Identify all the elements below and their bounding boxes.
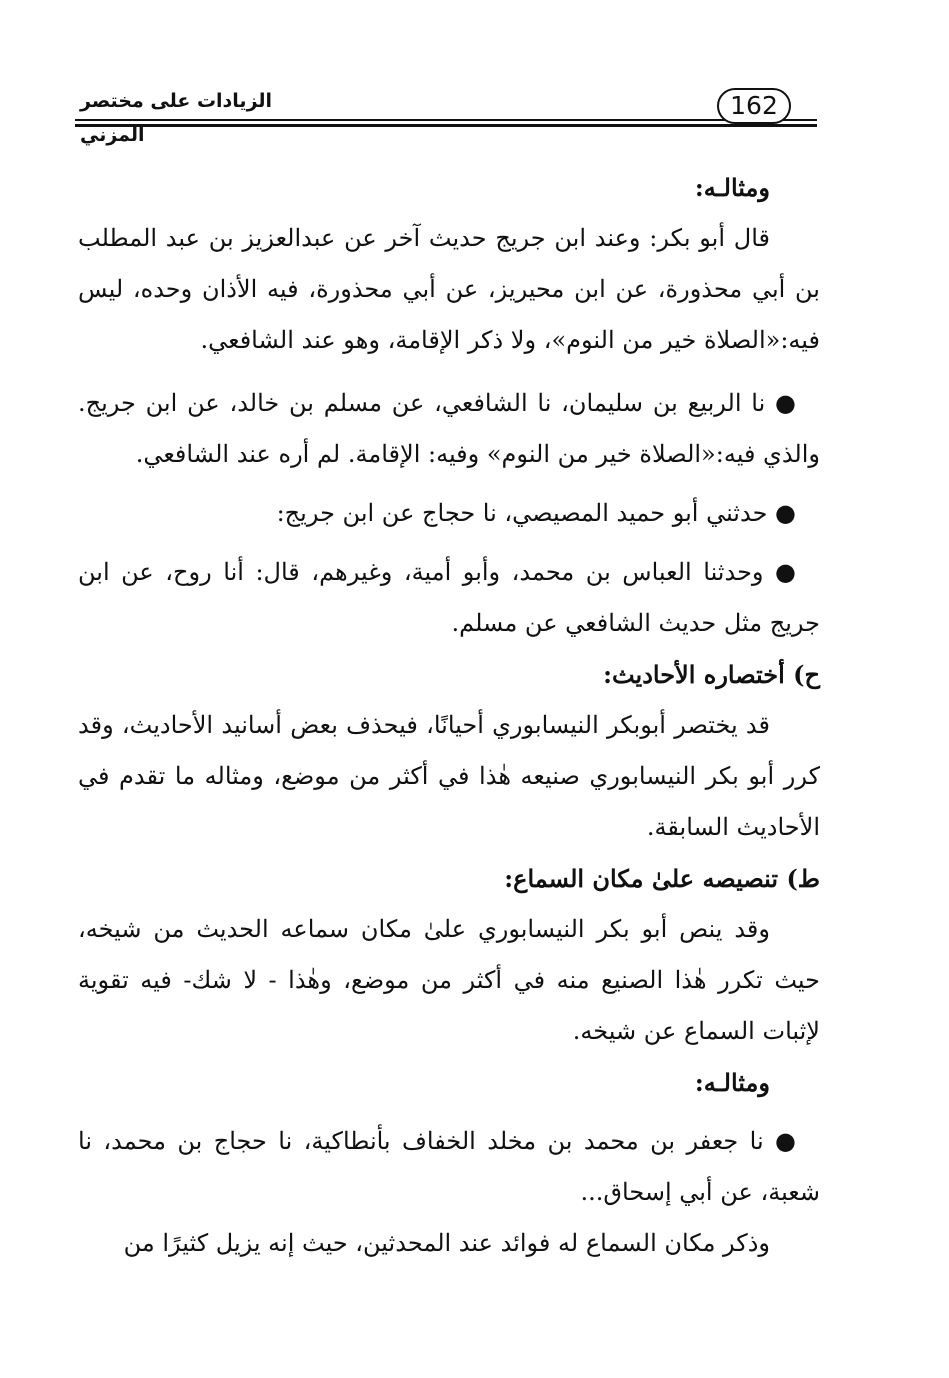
hadith-chain-item: ● نا الربيع بن سليمان، نا الشافعي، عن مسلم بن خالد، عن ابن جريج. والذي فيه:«الصلاة خير من النوم» وفيه: الإقامة. لم أره عند الشافعي.	[78, 389, 820, 468]
example-heading: ومثالـه:	[694, 1068, 770, 1097]
paragraph: وقد ينص أبو بكر النيسابوري علىٰ مكان سماعه الحديث من شيخه، حيث تكرر هٰذا الصنيع منه في أكثر من موضع، وهٰذا - لا شك- فيه تقوية لإثبات السماع عن شيخه.	[78, 915, 820, 1045]
paragraph: قد يختصر أبوبكر النيسابوري أحيانًا، فيحذف بعض أسانيد الأحاديث، وقد كرر أبو بكر النيسابوري صنيعه هٰذا في أكثر من موضع، ومثاله ما تقدم في الأحاديث السابقة.	[78, 711, 820, 841]
page-body	[78, 162, 820, 1312]
section-heading: ح) أختصاره الأحاديث:	[603, 660, 820, 689]
hadith-chain-item: ● نا جعفر بن محمد بن مخلد الخفاف بأنطاكية، نا حجاج بن محمد، نا شعبة، عن أبي إسحاق...	[78, 1127, 820, 1206]
example-heading: ومثالـه:	[694, 173, 770, 202]
header-rule-thick	[75, 124, 817, 127]
paragraph: قال أبو بكر: وعند ابن جريج حديث آخر عن عبدالعزيز بن عبد المطلب بن أبي محذورة، عن ابن محيريز، عن أبي محذورة، فيه الأذان وحده، ليس فيه:«الصلاة خير من النوم»، ولا ذكر الإقامة، وهو عند الشافعي.	[78, 224, 820, 354]
running-title: الزيادات على مختصر المزني	[80, 90, 273, 146]
hadith-chain-item: ● حدثني أبو حميد المصيصي، نا حجاج عن ابن جريج:	[276, 499, 796, 527]
page-number: 162	[717, 88, 791, 124]
hadith-chain-item: ● وحدثنا العباس بن محمد، وأبو أمية، وغيرهم، قال: أنا روح، عن ابن جريج مثل حديث الشافعي عن مسلم.	[78, 558, 820, 637]
paragraph: وذكر مكان السماع له فوائد عند المحدثين، حيث إنه يزيل كثيرًا من	[123, 1229, 770, 1257]
section-heading: ط) تنصيصه علىٰ مكان السماع:	[504, 864, 820, 893]
header-rule	[75, 119, 817, 121]
